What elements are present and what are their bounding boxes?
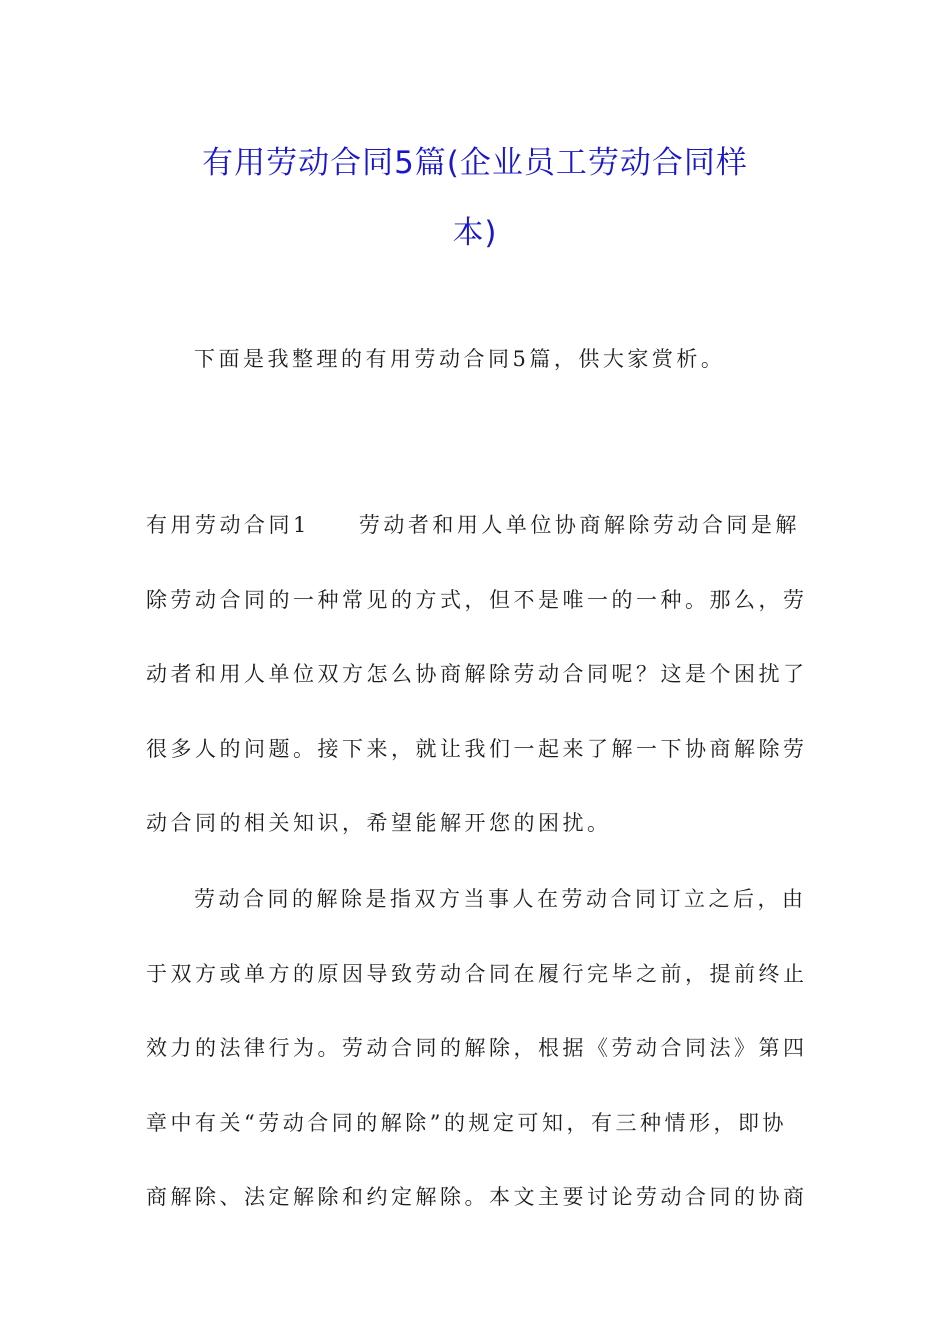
paragraph-2-line: 章中有关“劳动合同的解除”的规定可知，有三种情形，即协 [146,1110,787,1135]
paragraph-1-line: 很多人的问题。接下来，就让我们一起来了解一下协商解除劳 [146,736,808,761]
paragraph-2-line: 效力的法律行为。劳动合同的解除，根据《劳动合同法》第四 [146,1036,808,1060]
paragraph-2 [146,862,806,1235]
title-line-2: 本) [452,215,498,251]
intro-paragraph [146,340,806,378]
paragraph-2-line: 于双方或单方的原因导致劳动合同在履行完毕之前，提前终止 [146,961,808,986]
paragraph-1-line: 除劳动合同的一种常见的方式，但不是唯一的一种。那么，劳 [146,587,808,612]
intro-line: 下面是我整理的有用劳动合同5篇，供大家赏析。 [194,347,726,371]
paragraph-1 [146,488,806,861]
paragraph-2-line: 劳动合同的解除是指双方当事人在劳动合同订立之后，由 [194,887,807,911]
paragraph-1-line: 动者和用人单位双方怎么协商解除劳动合同呢？这是个困扰了 [146,662,808,686]
paragraph-1-line: 有用劳动合同1 劳动者和用人单位协商解除劳动合同是解 [146,513,800,537]
document-title [140,128,810,268]
title-line-1: 有用劳动合同5篇(企业员工劳动合同样 [202,145,748,181]
paragraph-2-line: 商解除、法定解除和约定解除。本文主要讨论劳动合同的协商 [146,1185,808,1209]
paragraph-1-line: 动合同的相关知识，希望能解开您的困扰。 [146,811,612,835]
